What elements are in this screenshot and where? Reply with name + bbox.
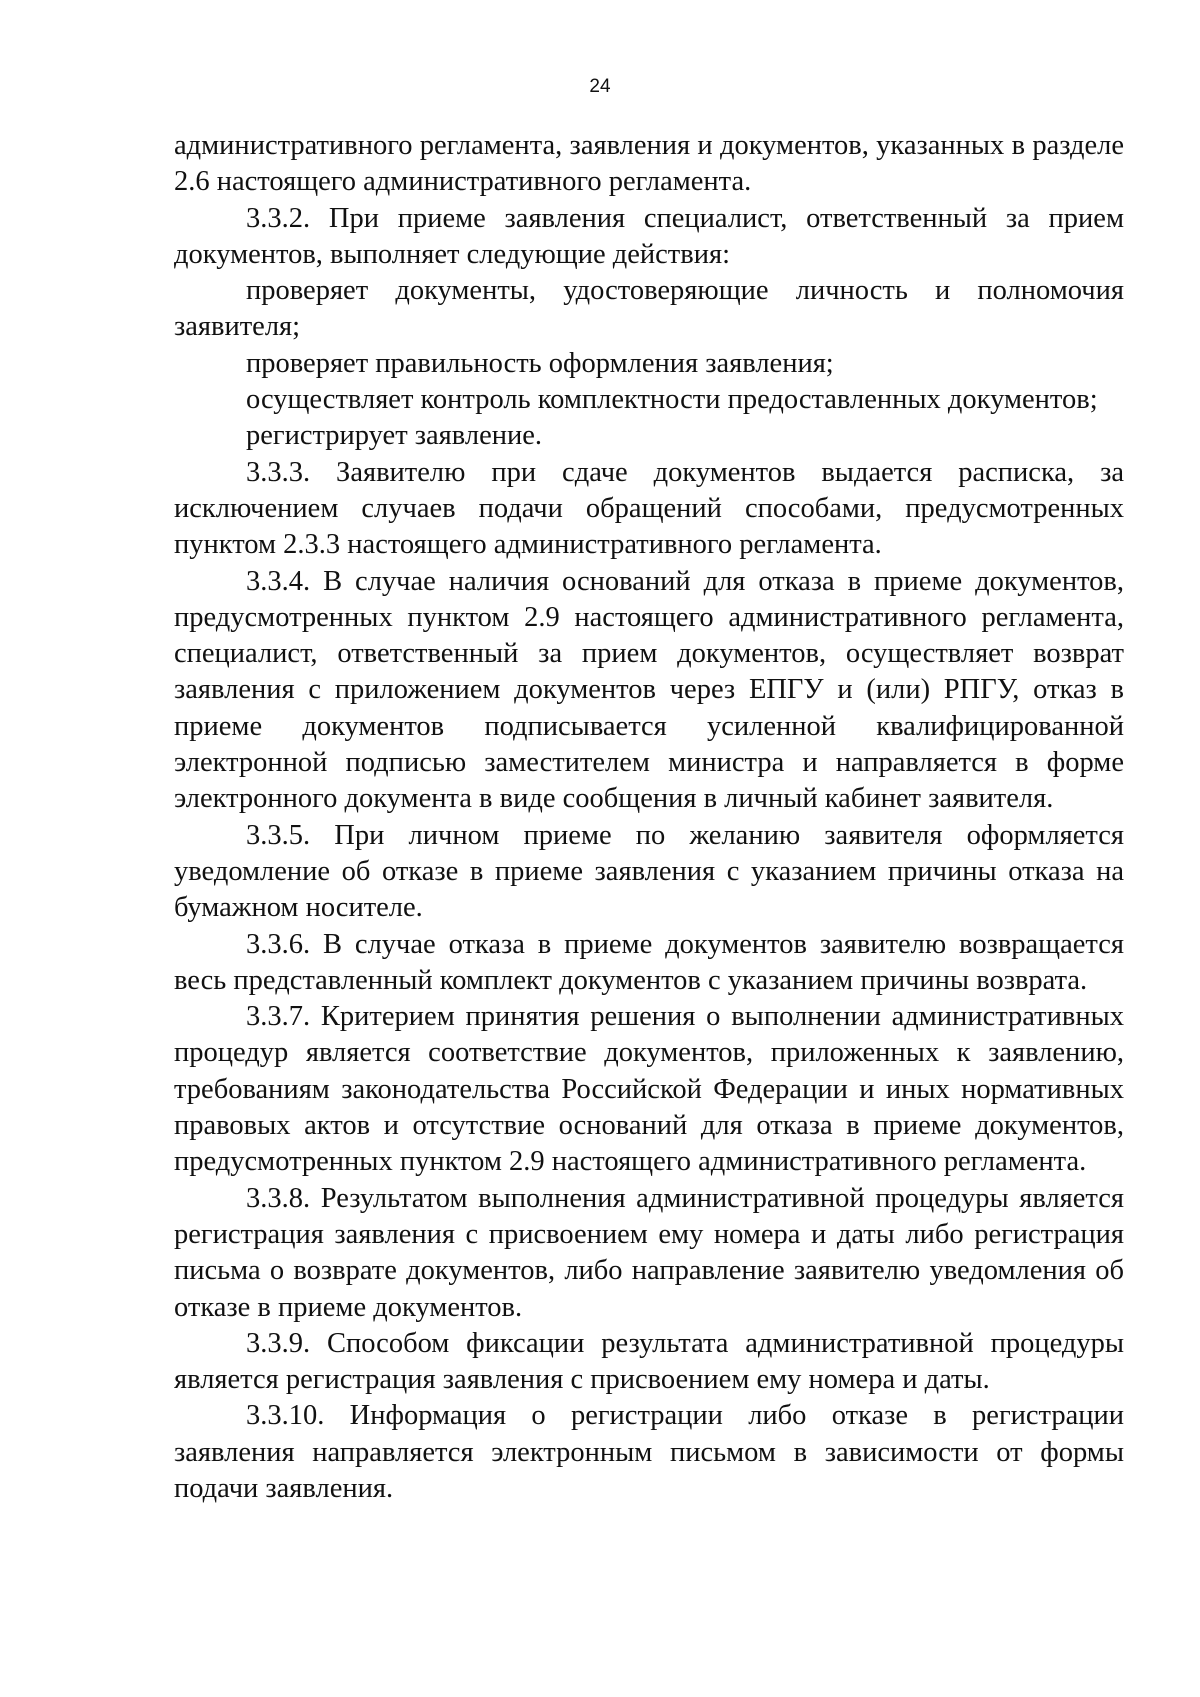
list-item-register: регистрирует заявление. xyxy=(246,420,543,452)
paragraph-3-3-6: 3.3.6. В случае отказа в приеме документов заявителю возвращается весь представленный комплект документов с указанием причины возврата. xyxy=(174,928,1124,996)
list-item-check-completeness: осуществляет контроль комплектности предоставленных документов; xyxy=(246,384,1098,416)
paragraph-3-3-9: 3.3.9. Способом фиксации результата административной процедуры является регистрация заявления с присвоением ему номера и даты. xyxy=(174,1327,1124,1396)
paragraph-3-3-2: 3.3.2. При приеме заявления специалист, ответственный за прием документов, выполняет следующие действия: xyxy=(174,202,1124,270)
paragraph-continuation: административного регламента, заявления и документов, указанных в разделе 2.6 настоящего административного регламента. xyxy=(174,130,1124,198)
paragraph-3-3-10: 3.3.10. Информация о регистрации либо отказе в регистрации заявления направляется электронным письмом в зависимости от формы подачи заявления. xyxy=(174,1400,1124,1504)
paragraph-3-3-4: 3.3.4. В случае наличия оснований для отказа в приеме документов, предусмотренных пунктом 2.9 настоящего административного регламента, специалист, ответственный за прием документов, осуществляет возврат заявления с приложением документов через ЕПГУ и (или) РПГУ, отказ в приеме документов подписывается усиленной квалифицированной электронной подписью заместителем министра и направляется в форме электронного документа в виде сообщения в личный кабинет заявителя. xyxy=(174,565,1124,815)
list-item-check-identity: проверяет документы, удостоверяющие личность и полномочия заявителя; xyxy=(174,275,1124,343)
paragraph-3-3-8: 3.3.8. Результатом выполнения административной процедуры является регистрация заявления с присвоением ему номера и даты либо регистрация письма о возврате документов, либо направление заявителю уведомления об отказе в приеме документов. xyxy=(174,1182,1124,1323)
paragraph-3-3-3: 3.3.3. Заявителю при сдаче документов выдается расписка, за исключением случаев подачи обращений способами, предусмотренных пунктом 2.3.3 настоящего административного регламента. xyxy=(174,456,1124,561)
paragraph-3-3-5: 3.3.5. При личном приеме по желанию заявителя оформляется уведомление об отказе в приеме заявления с указанием причины отказа на бумажном носителе. xyxy=(174,819,1124,924)
paragraph-3-3-7: 3.3.7. Критерием принятия решения о выполнении административных процедур является соответствие документов, приложенных к заявлению, требованиям законодательства Российской Федерации и иных нормативных правовых актов и отсутствие оснований для отказа в приеме документов, предусмотренных пунктом 2.9 настоящего административного регламента. xyxy=(174,1001,1124,1178)
list-item-check-form: проверяет правильность оформления заявления; xyxy=(246,347,834,379)
page-number: 24 xyxy=(589,76,611,97)
document-body xyxy=(174,128,1124,1507)
